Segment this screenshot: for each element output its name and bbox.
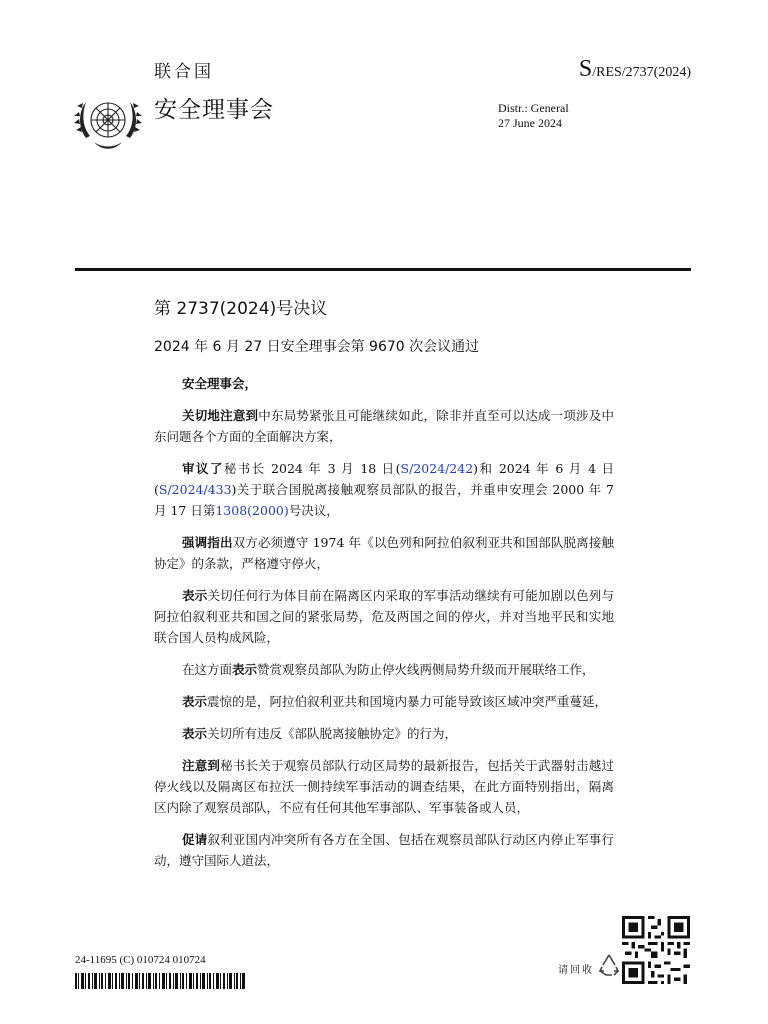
paragraph-text: 关切任何行为体目前在隔离区内采取的军事活动继续有可能加剧以色列与阿拉伯叙利亚共和国之间的紧张局势，危及两国之间的停火，并对当地平民和实地联合国人员构成风险，	[154, 588, 614, 645]
barcode-icon	[75, 973, 245, 989]
paragraph-lead: 强调指出	[182, 535, 233, 550]
preamble-paragraph	[154, 458, 614, 521]
qr-code-icon	[622, 916, 690, 984]
paragraph-text: )和 2024 年 6 月 4 日(	[154, 461, 614, 497]
paragraph-text: 秘书长 2024 年 3 月 18 日(	[223, 461, 401, 476]
paragraph-text: 双方必须遵守 1974 年《以色列和阿拉伯叙利亚共和国部队脱离接触协定》的条款，严格遵守停火，	[154, 535, 614, 571]
paragraph-text: 赞赏观察员部队为防止停火线两侧局势升级而开展联络工作，	[257, 662, 595, 677]
preamble-paragraph	[154, 691, 614, 712]
preamble-paragraph	[154, 659, 614, 680]
preamble-paragraph	[154, 373, 614, 394]
security-council-title: 安全理事会	[154, 97, 274, 123]
resolution-title: 第 2737(2024)号决议	[154, 299, 328, 319]
paragraph-lead: 表示	[232, 662, 258, 677]
paragraph-text: 在这方面	[182, 662, 233, 677]
symbol-rest: /RES/2737(2024)	[592, 65, 691, 80]
paragraph-lead: 表示	[182, 726, 208, 741]
header-divider	[75, 268, 691, 271]
paragraph-lead: 促请	[182, 832, 208, 847]
document-link-s-2024-242[interactable]: S/2024/242	[400, 461, 474, 476]
recycle-icon	[596, 952, 622, 978]
document-code: 24-11695 (C) 010724 010724	[75, 954, 206, 966]
un-emblem-icon	[72, 90, 144, 156]
preamble-paragraph	[154, 532, 614, 574]
paragraph-text: 震惊的是，阿拉伯叙利亚共和国境内暴力可能导致该区域冲突严重蔓延，	[207, 694, 608, 709]
preamble-paragraph	[154, 755, 614, 818]
resolution-body	[154, 373, 614, 882]
paragraph-text: )关于联合国脱离接触观察员部队的报告，并重申安理会 2000 年 7 月 17 日第	[154, 482, 614, 518]
resolution-link-1308[interactable]: 1308(2000)	[215, 503, 289, 518]
paragraph-lead: 审议了	[182, 461, 224, 476]
paragraph-text: 号决议，	[288, 503, 339, 518]
org-name: 联合国	[154, 62, 214, 82]
preamble-paragraph	[154, 585, 614, 648]
preamble-paragraph	[154, 405, 614, 447]
adoption-line: 2024 年 6 月 27 日安全理事会第 9670 次会议通过	[154, 339, 480, 355]
paragraph-text: 叙利亚国内冲突所有各方在全国、包括在观察员部队行动区内停止军事行动，遵守国际人道法，	[154, 832, 614, 868]
preamble-paragraph	[154, 829, 614, 871]
distribution-label: Distr.: General	[498, 101, 569, 115]
paragraph-text: 秘书长关于观察员部队行动区局势的最新报告，包括关于武器射击越过停火线以及隔离区布拉沃一侧持续军事活动的调查结果，在此方面特别指出，隔离区内除了观察员部队，不应有任何其他军事部队、军事装备或人员，	[154, 758, 614, 815]
paragraph-text: 中东局势紧张且可能继续如此，除非并直至可以达成一项涉及中东问题各个方面的全面解决方案，	[154, 408, 614, 444]
document-link-s-2024-433[interactable]: S/2024/433	[158, 482, 232, 497]
document-symbol	[579, 56, 691, 83]
distribution-block	[498, 101, 569, 131]
paragraph-lead: 表示	[182, 588, 208, 603]
paragraph-lead: 安全理事会，	[182, 376, 258, 391]
paragraph-lead: 关切地注意到	[182, 408, 259, 423]
paragraph-lead: 注意到	[182, 758, 221, 773]
paragraph-lead: 表示	[182, 694, 208, 709]
issue-date: 27 June 2024	[498, 116, 562, 130]
preamble-paragraph	[154, 723, 614, 744]
symbol-prefix: S	[578, 56, 593, 82]
paragraph-text: 关切所有违反《部队脱离接触协定》的行为，	[207, 726, 458, 741]
recycle-label: 请回收	[558, 965, 594, 976]
